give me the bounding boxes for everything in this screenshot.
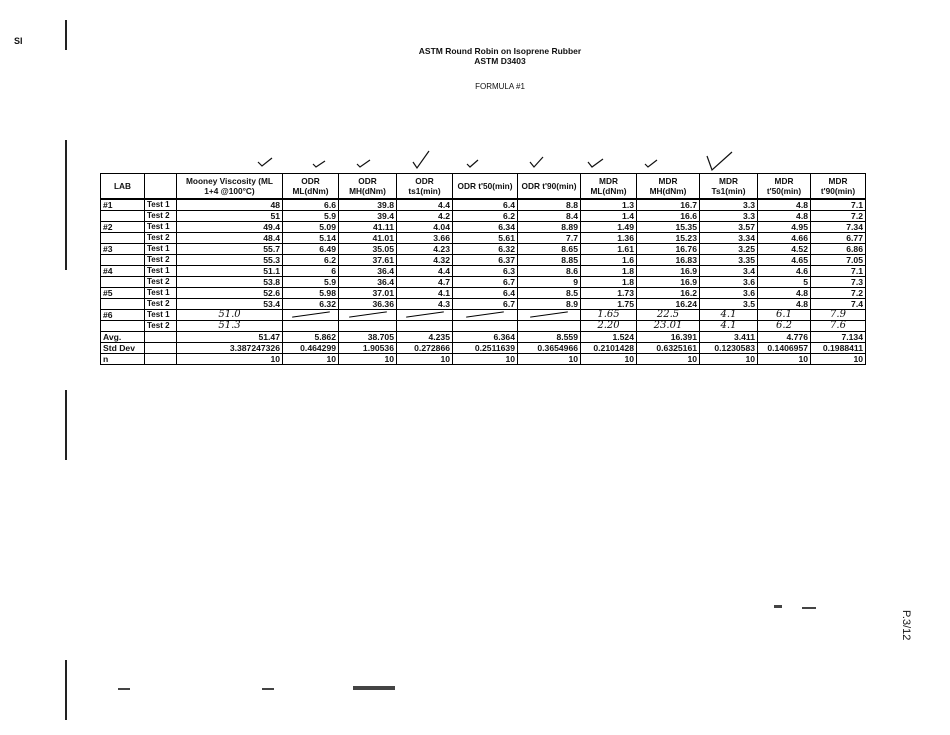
table-cell: 3.6 — [700, 288, 758, 299]
table-cell: 16.391 — [637, 332, 700, 343]
table-cell: 10 — [177, 354, 283, 365]
table-cell: 41.01 — [339, 233, 397, 244]
scan-speck — [353, 686, 395, 690]
table-cell: 7.2 — [811, 211, 866, 222]
handwritten-value: 7.9 — [811, 310, 866, 321]
table-cell: 52.6 — [177, 288, 283, 299]
table-body — [101, 199, 866, 365]
table-cell: 35.05 — [339, 244, 397, 255]
table-cell: 16.9 — [637, 277, 700, 288]
struck-cell — [339, 321, 397, 332]
lab-cell — [101, 255, 145, 266]
table-cell: 8.85 — [518, 255, 581, 266]
strike-mark — [349, 311, 387, 317]
handwritten-value: 2.20 — [581, 321, 637, 332]
table-cell: 5.14 — [283, 233, 339, 244]
lab-cell — [101, 299, 145, 310]
handwritten-value: 6.1 — [758, 310, 811, 321]
strike-mark — [530, 311, 568, 317]
table-cell: 55.7 — [177, 244, 283, 255]
test-cell: Test 1 — [145, 244, 177, 255]
table-row — [101, 288, 866, 299]
column-header: ODR ts1(min) — [397, 174, 453, 200]
table-cell: 3.411 — [700, 332, 758, 343]
table-cell: 3.6 — [700, 277, 758, 288]
left-margin-line — [65, 390, 67, 460]
table-cell: 7.1 — [811, 199, 866, 211]
table-cell: 3.35 — [700, 255, 758, 266]
empty-cell — [145, 354, 177, 365]
table-cell: 4.04 — [397, 222, 453, 233]
table-cell: 5.61 — [453, 233, 518, 244]
summary-row — [101, 343, 866, 354]
handwritten-value: 23.01 — [637, 321, 700, 332]
handwritten-value: 4.1 — [700, 321, 758, 332]
table-cell: 7.134 — [811, 332, 866, 343]
table-cell: 5.98 — [283, 288, 339, 299]
strike-mark — [406, 311, 444, 317]
table-cell: 16.83 — [637, 255, 700, 266]
handwritten-value: 4.1 — [700, 310, 758, 321]
corner-mark: SI — [14, 36, 23, 46]
document-subtitle: ASTM D3403 — [474, 56, 526, 66]
table-cell: 3.34 — [700, 233, 758, 244]
table-cell: 48.4 — [177, 233, 283, 244]
table-cell: 6.3 — [453, 266, 518, 277]
table-cell: 15.35 — [637, 222, 700, 233]
table-cell: 6.77 — [811, 233, 866, 244]
table-cell: 51.1 — [177, 266, 283, 277]
table-cell: 1.6 — [581, 255, 637, 266]
table-cell: 4.8 — [758, 199, 811, 211]
table-cell: 6.37 — [453, 255, 518, 266]
test-cell: Test 2 — [145, 321, 177, 332]
table-cell: 8.8 — [518, 199, 581, 211]
table-cell: 6.7 — [453, 299, 518, 310]
empty-cell — [145, 332, 177, 343]
table-cell: 4.8 — [758, 288, 811, 299]
table-cell: 1.73 — [581, 288, 637, 299]
table-cell: 4.65 — [758, 255, 811, 266]
test-cell: Test 1 — [145, 266, 177, 277]
table-cell: 4.6 — [758, 266, 811, 277]
handwritten-row — [101, 321, 866, 332]
handwritten-row — [101, 310, 866, 321]
table-cell: 6.6 — [283, 199, 339, 211]
table-cell: 10 — [397, 354, 453, 365]
table-cell: 36.36 — [339, 299, 397, 310]
checkmark — [413, 151, 429, 168]
checkmark — [313, 161, 325, 167]
checkmark — [707, 152, 732, 170]
table-cell: 37.61 — [339, 255, 397, 266]
test-cell: Test 1 — [145, 310, 177, 321]
table-cell: 6.4 — [453, 199, 518, 211]
checkmark — [588, 159, 603, 167]
table-row — [101, 244, 866, 255]
lab-cell: #5 — [101, 288, 145, 299]
table-cell: 7.4 — [811, 299, 866, 310]
table-cell: 10 — [811, 354, 866, 365]
empty-cell — [145, 343, 177, 354]
table-cell: 6.7 — [453, 277, 518, 288]
table-cell: 4.8 — [758, 299, 811, 310]
strike-mark — [292, 311, 330, 317]
column-header: MDR t'50(min) — [758, 174, 811, 200]
table-cell: 16.2 — [637, 288, 700, 299]
table-cell: 10 — [453, 354, 518, 365]
table-cell: 16.7 — [637, 199, 700, 211]
table-cell: 1.90536 — [339, 343, 397, 354]
table-cell: 10 — [758, 354, 811, 365]
column-header: ODR ML(dNm) — [283, 174, 339, 200]
table-cell: 55.3 — [177, 255, 283, 266]
column-header: MDR MH(dNm) — [637, 174, 700, 200]
checkmark — [645, 160, 657, 167]
table-cell: 10 — [339, 354, 397, 365]
summary-row — [101, 332, 866, 343]
table-cell: 37.01 — [339, 288, 397, 299]
table-cell: 0.272866 — [397, 343, 453, 354]
table-cell: 10 — [581, 354, 637, 365]
table-row — [101, 299, 866, 310]
table-cell: 10 — [700, 354, 758, 365]
lab-cell: #1 — [101, 199, 145, 211]
table-cell: 6.2 — [283, 255, 339, 266]
table-cell: 1.8 — [581, 266, 637, 277]
table-row — [101, 266, 866, 277]
table-cell: 51.47 — [177, 332, 283, 343]
table-cell: 1.4 — [581, 211, 637, 222]
table-cell: 39.4 — [339, 211, 397, 222]
struck-cell — [397, 310, 453, 321]
table-cell: 0.2511639 — [453, 343, 518, 354]
test-cell: Test 2 — [145, 211, 177, 222]
table-cell: 0.1988411 — [811, 343, 866, 354]
table-cell: 53.8 — [177, 277, 283, 288]
table-cell: 4.52 — [758, 244, 811, 255]
summary-label: Std Dev — [101, 343, 145, 354]
scan-speck — [118, 688, 130, 690]
table-cell: 0.1406957 — [758, 343, 811, 354]
page-number: P.3/12 — [900, 610, 912, 641]
table-cell: 4.7 — [397, 277, 453, 288]
lab-cell: #2 — [101, 222, 145, 233]
table-cell: 0.2101428 — [581, 343, 637, 354]
table-cell: 38.705 — [339, 332, 397, 343]
struck-cell — [518, 321, 581, 332]
struck-cell — [453, 321, 518, 332]
scan-speck — [262, 688, 274, 690]
table-cell: 3.3 — [700, 211, 758, 222]
table-cell: 4.95 — [758, 222, 811, 233]
column-header: ODR t'50(min) — [453, 174, 518, 200]
table-cell: 6.86 — [811, 244, 866, 255]
table-cell: 7.3 — [811, 277, 866, 288]
table-cell: 8.5 — [518, 288, 581, 299]
test-cell: Test 2 — [145, 255, 177, 266]
summary-label: Avg. — [101, 332, 145, 343]
table-cell: 4.23 — [397, 244, 453, 255]
table-cell: 51 — [177, 211, 283, 222]
column-header: LAB — [101, 174, 145, 200]
left-margin-line — [65, 20, 67, 50]
table-cell: 16.9 — [637, 266, 700, 277]
struck-cell — [518, 310, 581, 321]
table-cell: 36.4 — [339, 266, 397, 277]
table-cell: 3.57 — [700, 222, 758, 233]
table-row — [101, 255, 866, 266]
lab-cell: #4 — [101, 266, 145, 277]
table-cell: 3.4 — [700, 266, 758, 277]
table-cell: 0.464299 — [283, 343, 339, 354]
table-cell: 4.32 — [397, 255, 453, 266]
table-row — [101, 222, 866, 233]
table-cell: 5.9 — [283, 211, 339, 222]
table-cell: 7.34 — [811, 222, 866, 233]
table-cell: 6.4 — [453, 288, 518, 299]
table-cell: 9 — [518, 277, 581, 288]
summary-label: n — [101, 354, 145, 365]
table-cell: 4.66 — [758, 233, 811, 244]
struck-cell — [283, 321, 339, 332]
table-cell: 7.7 — [518, 233, 581, 244]
struck-cell — [339, 310, 397, 321]
table-cell: 3.25 — [700, 244, 758, 255]
table-cell: 1.3 — [581, 199, 637, 211]
table-row — [101, 211, 866, 222]
table-cell: 1.36 — [581, 233, 637, 244]
document-title: ASTM Round Robin on Isoprene Rubber — [418, 46, 582, 56]
handwritten-value: 51.3 — [177, 321, 283, 332]
table-cell: 8.9 — [518, 299, 581, 310]
table-cell: 10 — [518, 354, 581, 365]
table-cell: 39.8 — [339, 199, 397, 211]
table-cell: 5.9 — [283, 277, 339, 288]
test-cell: Test 2 — [145, 299, 177, 310]
table-cell: 36.4 — [339, 277, 397, 288]
table-cell: 4.2 — [397, 211, 453, 222]
checkmark — [357, 160, 370, 167]
column-header: MDR Ts1(min) — [700, 174, 758, 200]
table-cell: 49.4 — [177, 222, 283, 233]
lab-cell: #3 — [101, 244, 145, 255]
table-cell: 8.65 — [518, 244, 581, 255]
table-cell: 16.76 — [637, 244, 700, 255]
table-cell: 8.89 — [518, 222, 581, 233]
strike-mark — [466, 311, 504, 317]
handwritten-value: 51.0 — [177, 310, 283, 321]
table-cell: 4.8 — [758, 211, 811, 222]
lab-cell — [101, 211, 145, 222]
table-cell: 3.387247326 — [177, 343, 283, 354]
table-cell: 1.524 — [581, 332, 637, 343]
handwritten-value: 6.2 — [758, 321, 811, 332]
table-cell: 5.09 — [283, 222, 339, 233]
table-cell: 10 — [637, 354, 700, 365]
table-cell: 7.05 — [811, 255, 866, 266]
table-cell: 1.49 — [581, 222, 637, 233]
table-cell: 0.1230583 — [700, 343, 758, 354]
table-cell: 1.75 — [581, 299, 637, 310]
handwritten-checkmarks — [0, 150, 950, 174]
table-cell: 3.3 — [700, 199, 758, 211]
table-cell: 3.66 — [397, 233, 453, 244]
lab-cell — [101, 321, 145, 332]
table-cell: 8.559 — [518, 332, 581, 343]
handwritten-value: 7.6 — [811, 321, 866, 332]
table-cell: 6.49 — [283, 244, 339, 255]
table-cell: 0.6325161 — [637, 343, 700, 354]
table-row — [101, 233, 866, 244]
table-cell: 10 — [283, 354, 339, 365]
table-cell: 0.3654966 — [518, 343, 581, 354]
column-header: ODR t'90(min) — [518, 174, 581, 200]
handwritten-value: 1.65 — [581, 310, 637, 321]
lab-cell: #6 — [101, 310, 145, 321]
struck-cell — [283, 310, 339, 321]
table-cell: 6.32 — [283, 299, 339, 310]
table-cell: 53.4 — [177, 299, 283, 310]
table-cell: 41.11 — [339, 222, 397, 233]
table-cell: 48 — [177, 199, 283, 211]
table-cell: 16.6 — [637, 211, 700, 222]
checkmark — [530, 157, 543, 167]
struck-cell — [453, 310, 518, 321]
left-margin-line — [65, 660, 67, 720]
column-header: ODR MH(dNm) — [339, 174, 397, 200]
handwritten-value: 22.5 — [637, 310, 700, 321]
test-cell: Test 2 — [145, 277, 177, 288]
lab-cell — [101, 277, 145, 288]
table-cell: 5 — [758, 277, 811, 288]
column-header: MDR ML(dNm) — [581, 174, 637, 200]
table-cell: 8.4 — [518, 211, 581, 222]
table-cell: 5.862 — [283, 332, 339, 343]
table-cell: 4.235 — [397, 332, 453, 343]
table-cell: 6.34 — [453, 222, 518, 233]
test-cell: Test 1 — [145, 288, 177, 299]
table-cell: 7.1 — [811, 266, 866, 277]
column-header — [145, 174, 177, 200]
table-cell: 16.24 — [637, 299, 700, 310]
results-table — [100, 173, 866, 365]
column-header: Mooney Viscosity (ML 1+4 @100°C) — [177, 174, 283, 200]
table-row — [101, 199, 866, 211]
formula-label: FORMULA #1 — [475, 82, 525, 91]
struck-cell — [397, 321, 453, 332]
table-cell: 4.4 — [397, 266, 453, 277]
table-cell: 4.776 — [758, 332, 811, 343]
column-header: MDR t'90(min) — [811, 174, 866, 200]
table-cell: 6.32 — [453, 244, 518, 255]
table-row — [101, 277, 866, 288]
table-cell: 7.2 — [811, 288, 866, 299]
lab-cell — [101, 233, 145, 244]
table-cell: 4.3 — [397, 299, 453, 310]
summary-row — [101, 354, 866, 365]
table-cell: 6.364 — [453, 332, 518, 343]
test-cell: Test 1 — [145, 222, 177, 233]
checkmark — [258, 158, 272, 166]
scan-speck — [774, 605, 782, 608]
table-cell: 8.6 — [518, 266, 581, 277]
test-cell: Test 2 — [145, 233, 177, 244]
table-header — [101, 174, 866, 200]
table-cell: 1.8 — [581, 277, 637, 288]
checkmark — [467, 160, 478, 167]
table-cell: 6.2 — [453, 211, 518, 222]
test-cell: Test 1 — [145, 199, 177, 211]
table-cell: 1.61 — [581, 244, 637, 255]
table-cell: 4.4 — [397, 199, 453, 211]
scan-speck — [802, 607, 816, 609]
table-cell: 4.1 — [397, 288, 453, 299]
table-cell: 15.23 — [637, 233, 700, 244]
table-cell: 3.5 — [700, 299, 758, 310]
table-cell: 6 — [283, 266, 339, 277]
